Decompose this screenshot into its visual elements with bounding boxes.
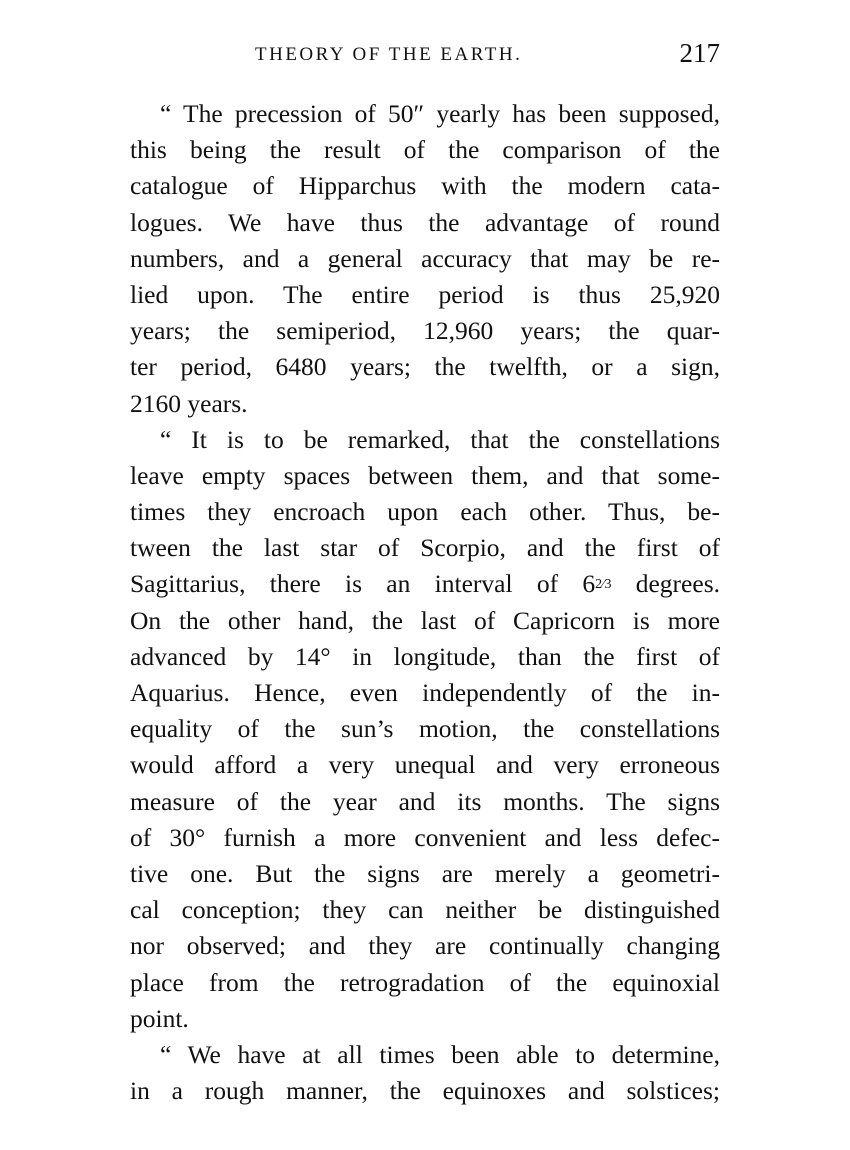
text-line: tive one. But the signs are merely a geometri- <box>130 858 720 888</box>
text-line-with-fraction <box>130 566 720 602</box>
text-line: point. <box>130 1003 189 1033</box>
text-line: equality of the sun’s motion, the constellations <box>130 714 720 744</box>
text-line: numbers, and a general accuracy that may be re- <box>130 243 720 273</box>
text-line: times they encroach upon each other. Thus, be- <box>130 497 720 527</box>
text-line: “ We have at all times been able to determine, <box>160 1039 720 1069</box>
text-line: ter period, 6480 years; the twelfth, or a sign, <box>130 352 720 382</box>
text-line: catalogue of Hipparchus with the modern cata- <box>130 171 720 201</box>
text-line: advanced by 14° in longitude, than the first of <box>130 641 720 671</box>
running-title: THEORY OF THE EARTH. <box>255 44 523 65</box>
text-line: years; the semiperiod, 12,960 years; the quar- <box>130 316 720 346</box>
body-text <box>130 96 720 1109</box>
text-segment: degrees. <box>611 569 720 599</box>
text-line: place from the retrogradation of the equinoxial <box>130 967 720 997</box>
page-number: 217 <box>679 38 720 68</box>
running-head <box>130 38 720 78</box>
text-line: “ It is to be remarked, that the constellations <box>160 424 720 454</box>
text-line: 2160 years. <box>130 388 248 418</box>
text-line: On the other hand, the last of Capricorn is more <box>130 605 720 635</box>
text-line: logues. We have thus the advantage of round <box>130 207 720 237</box>
text-line: would afford a very unequal and very erroneous <box>130 750 720 780</box>
text-line: nor observed; and they are continually changing <box>130 931 720 961</box>
text-line: tween the last star of Scorpio, and the first of <box>130 533 720 563</box>
text-line: leave empty spaces between them, and that some- <box>130 460 720 490</box>
text-line: Aquarius. Hence, even independently of the in- <box>130 678 720 707</box>
text-line: “ The precession of 50″ yearly has been supposed, <box>160 99 720 128</box>
text-line: this being the result of the comparison of the <box>130 135 720 165</box>
text-line: cal conception; they can neither be distinguished <box>130 895 720 925</box>
text-line: in a rough manner, the equinoxes and solstices; <box>130 1076 720 1106</box>
fraction: 2⁄3 <box>595 577 612 593</box>
text-segment: Sagittarius, there is an interval of 6 <box>130 569 596 599</box>
text-line: measure of the year and its months. The signs <box>130 786 720 816</box>
text-line: of 30° furnish a more convenient and less defec- <box>130 822 720 852</box>
text-line: lied upon. The entire period is thus 25,920 <box>130 279 720 309</box>
